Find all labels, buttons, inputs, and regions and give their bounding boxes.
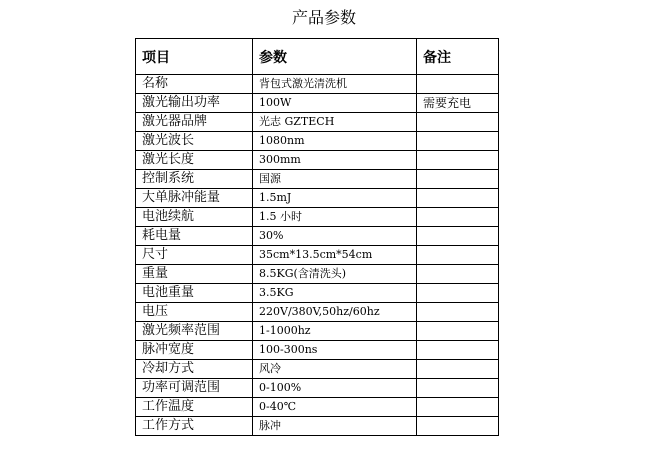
table-row [136, 75, 499, 94]
table-row [136, 379, 499, 398]
cell-parameter: 100-300ns [253, 341, 417, 360]
cell-parameter: 100W [253, 94, 417, 113]
cell-item: 电池重量 [136, 284, 253, 303]
cell-remark [417, 284, 499, 303]
cell-remark [417, 113, 499, 132]
cell-parameter: 国源 [253, 170, 417, 189]
table-row [136, 322, 499, 341]
table-row [136, 189, 499, 208]
header-item: 项目 [136, 39, 253, 75]
cell-parameter: 35cm*13.5cm*54cm [253, 246, 417, 265]
table-row [136, 151, 499, 170]
table-row [136, 265, 499, 284]
cell-parameter: 8.5KG(含清洗头) [253, 265, 417, 284]
cell-remark [417, 398, 499, 417]
cell-remark [417, 265, 499, 284]
cell-item: 激光波长 [136, 132, 253, 151]
cell-item: 电压 [136, 303, 253, 322]
cell-parameter: 3.5KG [253, 284, 417, 303]
cell-remark [417, 75, 499, 94]
cell-remark [417, 360, 499, 379]
cell-remark [417, 189, 499, 208]
cell-remark [417, 303, 499, 322]
cell-parameter: 风冷 [253, 360, 417, 379]
cell-remark: 需要充电 [417, 94, 499, 113]
cell-remark [417, 132, 499, 151]
cell-remark [417, 417, 499, 436]
table-row [136, 227, 499, 246]
cell-parameter: 30% [253, 227, 417, 246]
table-row [136, 246, 499, 265]
table-row [136, 417, 499, 436]
cell-remark [417, 341, 499, 360]
table-row [136, 341, 499, 360]
cell-parameter: 220V/380V,50hz/60hz [253, 303, 417, 322]
table-row [136, 303, 499, 322]
cell-item: 耗电量 [136, 227, 253, 246]
cell-remark [417, 170, 499, 189]
cell-item: 脉冲宽度 [136, 341, 253, 360]
cell-parameter: 1-1000hz [253, 322, 417, 341]
table-row [136, 208, 499, 227]
cell-parameter: 0-40℃ [253, 398, 417, 417]
table-row [136, 94, 499, 113]
table-row [136, 132, 499, 151]
cell-remark [417, 379, 499, 398]
table-row [136, 398, 499, 417]
cell-item: 激光频率范围 [136, 322, 253, 341]
cell-remark [417, 227, 499, 246]
cell-item: 冷却方式 [136, 360, 253, 379]
table-row [136, 170, 499, 189]
table-row [136, 360, 499, 379]
cell-parameter: 光志 GZTECH [253, 113, 417, 132]
cell-item: 激光输出功率 [136, 94, 253, 113]
table-header-row [136, 39, 499, 75]
cell-item: 重量 [136, 265, 253, 284]
cell-parameter: 背包式激光清洗机 [253, 75, 417, 94]
cell-remark [417, 208, 499, 227]
cell-item: 名称 [136, 75, 253, 94]
table-row [136, 284, 499, 303]
cell-item: 电池续航 [136, 208, 253, 227]
cell-item: 控制系统 [136, 170, 253, 189]
cell-parameter: 0-100% [253, 379, 417, 398]
header-remark: 备注 [417, 39, 499, 75]
cell-parameter: 300mm [253, 151, 417, 170]
cell-item: 工作方式 [136, 417, 253, 436]
cell-item: 工作温度 [136, 398, 253, 417]
cell-parameter: 1080nm [253, 132, 417, 151]
cell-item: 功率可调范围 [136, 379, 253, 398]
cell-item: 激光长度 [136, 151, 253, 170]
cell-parameter: 1.5 小时 [253, 208, 417, 227]
header-parameter: 参数 [253, 39, 417, 75]
product-spec-table [135, 38, 499, 436]
cell-remark [417, 246, 499, 265]
cell-parameter: 1.5mJ [253, 189, 417, 208]
table-row [136, 113, 499, 132]
cell-remark [417, 322, 499, 341]
cell-parameter: 脉冲 [253, 417, 417, 436]
cell-remark [417, 151, 499, 170]
cell-item: 激光器品牌 [136, 113, 253, 132]
cell-item: 尺寸 [136, 246, 253, 265]
cell-item: 大单脉冲能量 [136, 189, 253, 208]
page-title: 产品参数 [291, 8, 356, 27]
